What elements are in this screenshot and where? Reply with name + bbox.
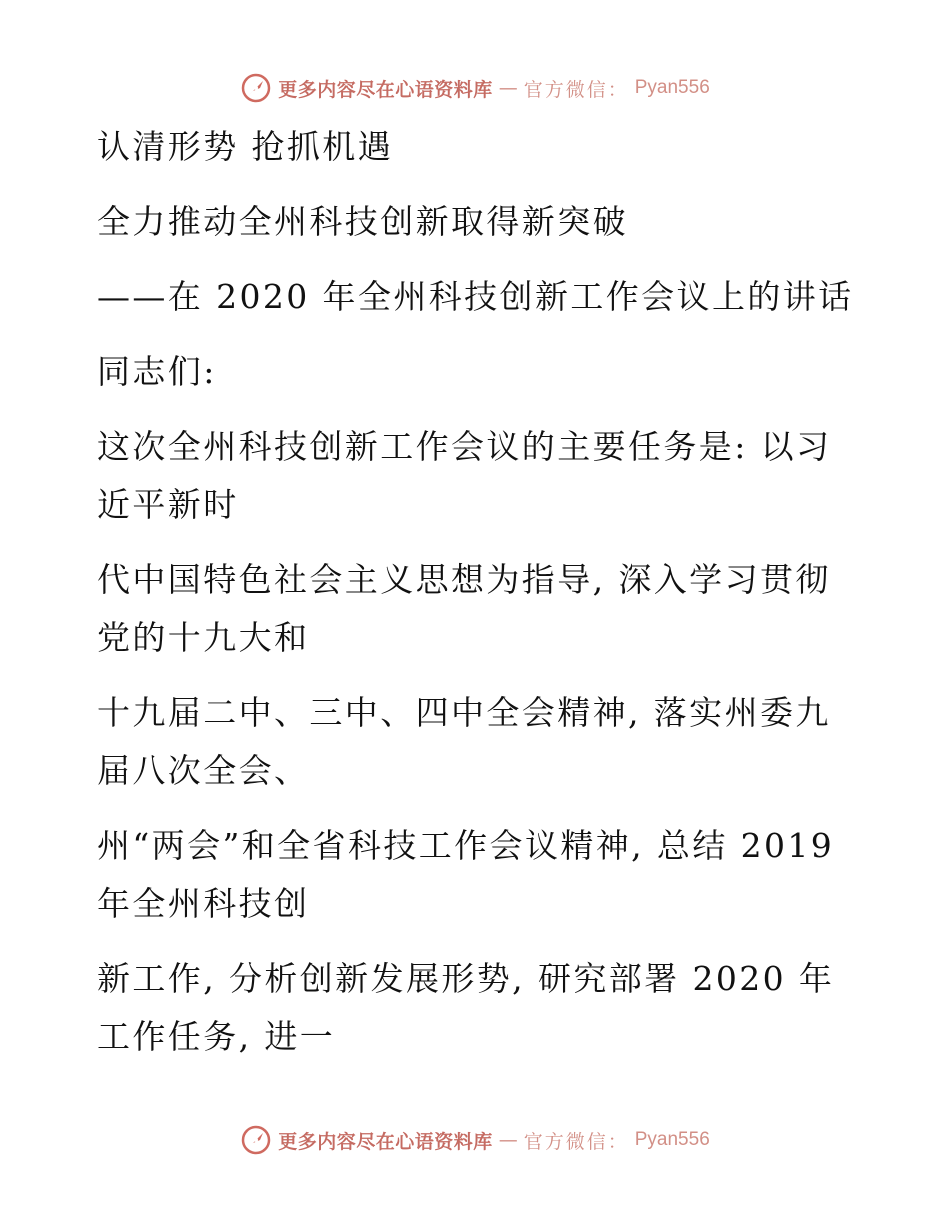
doc-paragraph-line: 工作任务, 进一 [97,1017,336,1056]
watermark-label: 官方微信： [523,78,629,101]
doc-paragraph-line: 新工作, 分析创新发展形势, 研究部署 2020 年 [97,959,835,998]
doc-paragraph-line: 党的十九大和 [97,618,310,657]
watermark-id: Pyan556 [634,77,710,98]
doc-paragraph-line: 州“两会”和全省科技工作会议精神, 总结 2019 [97,826,835,865]
watermark-label: 官方微信： [523,1130,629,1153]
watermark-id: Pyan556 [634,1129,710,1150]
doc-title-line-2: 全力推动全州科技创新取得新突破 [97,202,628,241]
watermark-footer [0,1124,950,1156]
doc-paragraph-line: 代中国特色社会主义思想为指导, 深入学习贯彻 [97,560,831,599]
quill-logo-icon [240,1124,272,1156]
quill-logo-icon [240,72,272,104]
watermark-separator: — [498,1129,518,1151]
watermark-separator: — [498,77,518,99]
doc-title-line-1: 认清形势 抢抓机遇 [97,127,394,166]
doc-paragraph-line: 这次全州科技创新工作会议的主要任务是: 以习 [97,427,832,466]
doc-paragraph-line: 届八次全会、 [97,751,310,790]
doc-paragraph-line: 年全州科技创 [97,884,310,923]
document-body [97,118,857,1066]
watermark-text: 更多内容尽在心语资料库 [278,1130,493,1153]
doc-paragraph-line: 十九届二中、三中、四中全会精神, 落实州委九 [97,693,831,732]
doc-subtitle: ——在 2020 年全州科技创新工作会议上的讲话 [97,277,854,316]
doc-salutation: 同志们: [97,352,217,391]
doc-paragraph-line: 近平新时 [97,485,239,524]
watermark-text: 更多内容尽在心语资料库 [278,78,493,101]
watermark-header [0,72,950,104]
